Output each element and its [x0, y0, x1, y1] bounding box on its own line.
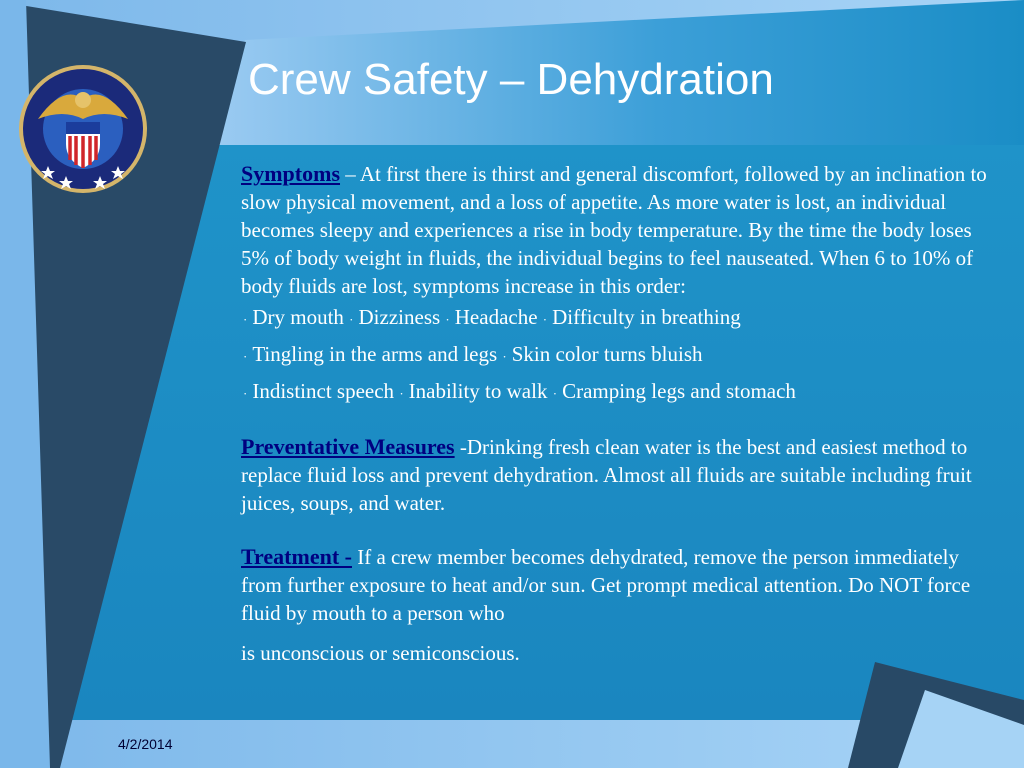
symptoms-paragraph — [241, 160, 993, 300]
bullet-icon: · — [396, 386, 404, 401]
symptom-item: Dizziness — [358, 305, 441, 329]
symptoms-text: At first there is thirst and general discomfort, followed by an inclination to slow physical movement, and a loss of appetite. As more water is lost, an individual becomes sleepy and experiences a rise in body temperature. By the time the body loses 5% of body weight in fluids, the individual begins to feel nauseated. When 6 to 10% of body fluids are lost, symptoms increase in this order: — [241, 162, 987, 298]
symptom-item: Inability to walk — [408, 379, 548, 403]
prevention-text: Drinking fresh clean water is the best and easiest method to replace fluid loss and prevent dehydration. Almost all fluids are suitable including fruit juices, soups, and water. — [241, 435, 972, 515]
slide-title: Crew Safety – Dehydration — [248, 55, 774, 104]
symptom-item: Dry mouth — [252, 305, 344, 329]
symptom-line-2 — [241, 337, 993, 374]
treatment-paragraph — [241, 543, 993, 627]
symptom-line-1 — [241, 300, 993, 337]
symptoms-separator: – — [340, 162, 360, 186]
symptom-item: Headache — [454, 305, 538, 329]
treatment-heading: Treatment - — [241, 544, 352, 569]
bullet-icon: · — [243, 386, 248, 401]
symptom-line-3 — [241, 374, 993, 411]
treatment-text-last-line: is unconscious or semiconscious. — [241, 641, 520, 665]
spacer — [241, 517, 993, 543]
bullet-icon: · — [549, 386, 558, 401]
bullet-icon: · — [243, 349, 248, 364]
bullet-icon: · — [243, 312, 248, 327]
slide-content — [241, 160, 993, 667]
prevention-heading: Preventative Measures — [241, 434, 455, 459]
bullet-icon: · — [442, 312, 450, 327]
symptom-item: Skin color turns bluish — [511, 342, 703, 366]
symptom-item: Difficulty in breathing — [552, 305, 741, 329]
spacer — [241, 411, 993, 433]
symptom-item: Tingling in the arms and legs — [252, 342, 498, 366]
naval-sea-cadet-corps-seal-icon — [18, 64, 148, 194]
bullet-icon: · — [345, 312, 354, 327]
symptoms-heading: Symptoms — [241, 161, 341, 186]
symptom-item: Cramping legs and stomach — [562, 379, 796, 403]
prevention-paragraph — [241, 433, 993, 517]
symptom-item: Indistinct speech — [252, 379, 395, 403]
treatment-text: If a crew member becomes dehydrated, remove the person immediately from further exposure to heat and/or sun. Get prompt medical attention. Do NOT force fluid by mouth to a person who — [241, 545, 971, 625]
prevention-separator: - — [454, 435, 467, 459]
bullet-icon: · — [499, 349, 507, 364]
bullet-icon: · — [539, 312, 548, 327]
slide-date: 4/2/2014 — [118, 736, 173, 752]
